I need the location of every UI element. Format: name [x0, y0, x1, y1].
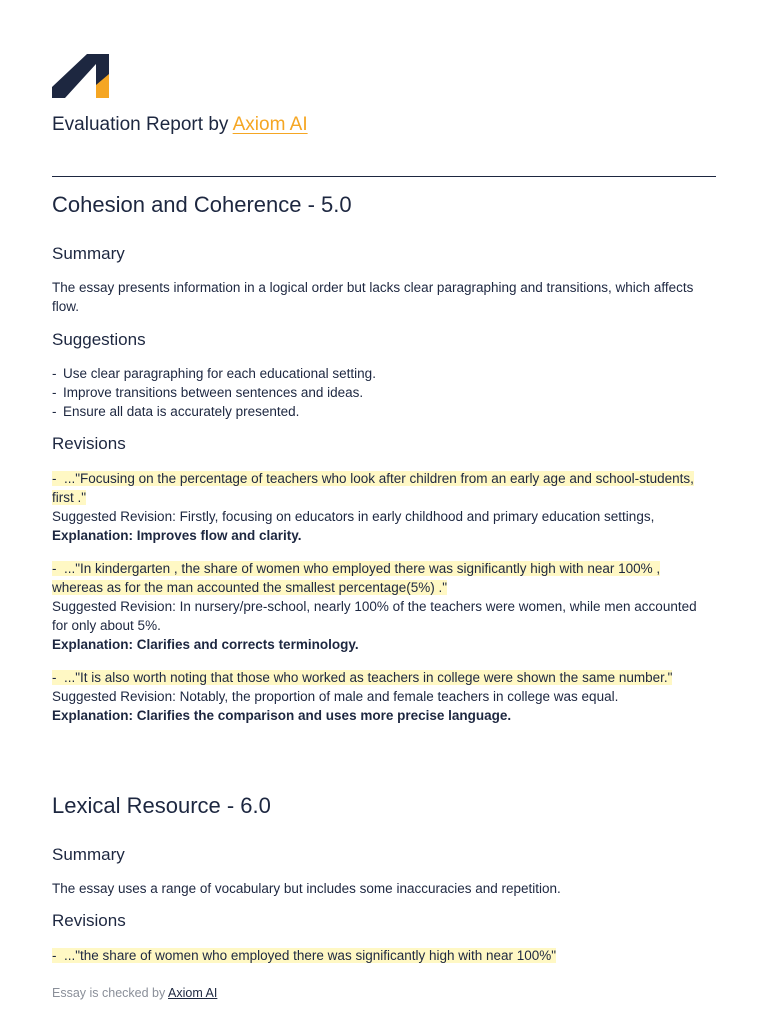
suggested-revision: Suggested Revision: Notably, the proportion of male and female teachers in college was equal.	[52, 689, 619, 704]
suggested-revision: Suggested Revision: Firstly, focusing on educators in early childhood and primary education settings,	[52, 509, 655, 524]
revision-explanation: Explanation: Clarifies the comparison and uses more precise language.	[52, 708, 512, 723]
footer	[52, 986, 217, 1000]
revision-quote: - ..."In kindergarten , the share of women who employed there was significantly high with near 100% , whereas as for the man accounted the smallest percentage(5%) ."	[52, 561, 661, 595]
revisions-heading: Revisions	[52, 434, 126, 453]
summary-text: The essay uses a range of vocabulary but includes some inaccuracies and repetition.	[52, 881, 561, 896]
suggestion-text: Use clear paragraphing for each educational setting.	[63, 366, 376, 381]
list-item: - Improve transitions between sentences and ideas.	[52, 385, 364, 400]
revision-explanation: Explanation: Improves flow and clarity.	[52, 528, 302, 543]
suggestions-heading: Suggestions	[52, 330, 146, 349]
section-title-lexical: Lexical Resource - 6.0	[52, 793, 271, 818]
revision-quote-text: ..."In kindergarten , the share of women who employed there was significantly high with near 100% , whereas as for the man accounted the smallest percentage(5%) ."	[52, 561, 661, 595]
section-title-cohesion: Cohesion and Coherence - 5.0	[52, 192, 352, 217]
list-item: - Use clear paragraphing for each educational setting.	[52, 366, 376, 381]
revision-item	[52, 946, 702, 965]
suggestion-text: Improve transitions between sentences and ideas.	[63, 385, 364, 400]
report-title	[52, 114, 308, 136]
revision-quote: - ..."Focusing on the percentage of teachers who look after children from an early age and school-students, first ."	[52, 471, 694, 505]
revision-quote: - ..."It is also worth noting that those who worked as teachers in college were shown the same number."	[52, 670, 673, 685]
footer-link[interactable]: Axiom AI	[168, 986, 218, 1000]
suggested-revision: Suggested Revision: In nursery/pre-school, nearly 100% of the teachers were women, while men accounted for only about 5%.	[52, 599, 697, 633]
suggestion-text: Ensure all data is accurately presented.	[63, 404, 300, 419]
revision-item	[52, 668, 702, 725]
summary-text: The essay presents information in a logical order but lacks clear paragraphing and transitions, which affects flow.	[52, 280, 694, 314]
revision-quote-text: ..."Focusing on the percentage of teachers who look after children from an early age and school-students, first ."	[52, 471, 694, 505]
revision-item	[52, 559, 702, 654]
summary-heading: Summary	[52, 845, 125, 864]
revision-quote: - ..."the share of women who employed there was significantly high with near 100%"	[52, 948, 557, 963]
suggestions-list	[52, 364, 702, 421]
brand-link[interactable]: Axiom AI	[232, 114, 308, 135]
list-item: - Ensure all data is accurately presented.	[52, 404, 300, 419]
revision-quote-text: ..."It is also worth noting that those who worked as teachers in college were shown the same number."	[64, 670, 673, 685]
header-divider	[52, 176, 716, 177]
revisions-heading: Revisions	[52, 911, 126, 930]
summary-heading: Summary	[52, 244, 125, 263]
footer-text: Essay is checked by	[52, 986, 169, 1000]
axiom-logo-icon	[52, 54, 109, 98]
report-title-prefix: Evaluation Report by	[52, 114, 233, 135]
revision-explanation: Explanation: Clarifies and corrects terminology.	[52, 637, 359, 652]
revision-item	[52, 469, 702, 545]
revision-quote-text: ..."the share of women who employed there was significantly high with near 100%"	[64, 948, 557, 963]
